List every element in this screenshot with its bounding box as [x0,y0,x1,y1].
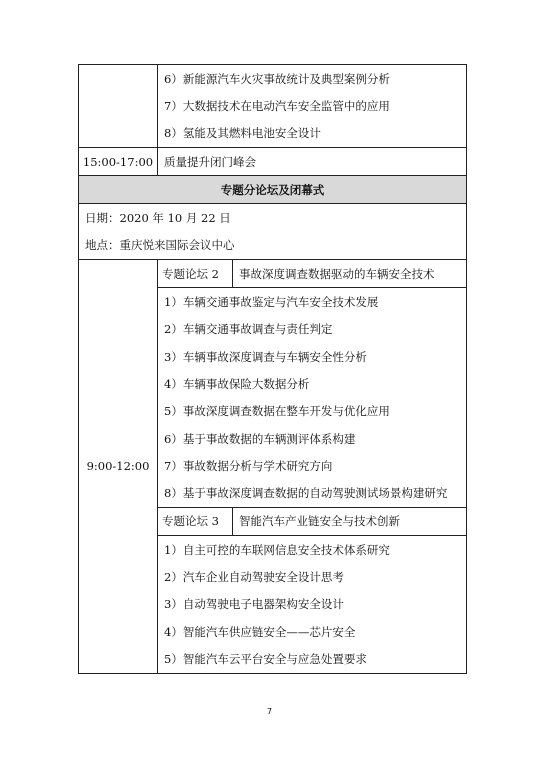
list-item: 7）大数据技术在电动汽车安全监管中的应用 [158,92,467,119]
forum-label: 专题论坛 3 [158,507,233,535]
list-item: 2）车辆交通事故调查与责任判定 [158,316,467,343]
session-time: 15:00-17:00 [79,147,158,175]
forum-title: 事故深度调查数据驱动的车辆安全技术 [233,260,467,288]
list-item: 6）基于事故数据的车辆测评体系构建 [158,425,467,452]
schedule-table [78,64,467,674]
list-item: 6）新能源汽车火灾事故统计及典型案例分析 [158,65,467,93]
list-item: 8）基于事故深度调查数据的自动驾驶测试场景构建研究 [158,479,467,507]
table-row [79,204,467,232]
list-item: 4）车辆事故保险大数据分析 [158,370,467,397]
list-item: 5）事故深度调查数据在整车开发与优化应用 [158,398,467,425]
list-item: 2）汽车企业自动驾驶安全设计思考 [158,563,467,590]
list-item: 1）自主可控的车联网信息安全技术体系研究 [158,536,467,564]
table-row [79,65,467,93]
page-number: 7 [266,707,273,716]
forum-title: 智能汽车产业链安全与技术创新 [233,507,467,535]
list-item: 7）事故数据分析与学术研究方向 [158,452,467,479]
list-item: 5）智能汽车云平台安全与应急处置要求 [158,645,467,673]
table-row [79,260,467,288]
list-item: 3）自动驾驶电子电器架构安全设计 [158,591,467,618]
date-line: 日期：2020 年 10 月 22 日 [79,204,467,232]
table-row [79,232,467,260]
list-item: 8）氢能及其燃料电池安全设计 [158,120,467,148]
morning-time: 9:00-12:00 [79,260,158,673]
table-row [79,147,467,175]
section-title: 专题分论坛及闭幕式 [79,176,467,204]
venue-line: 地点：重庆悦来国际会议中心 [79,232,467,260]
list-item: 4）智能汽车供应链安全——芯片安全 [158,618,467,645]
list-item: 3）车辆事故深度调查与车辆安全性分析 [158,343,467,370]
session-title: 质量提升闭门峰会 [158,147,467,175]
time-cell-empty [79,65,158,148]
list-item: 1）车辆交通事故鉴定与汽车安全技术发展 [158,288,467,316]
section-header-row [79,176,467,204]
forum-label: 专题论坛 2 [158,260,233,288]
